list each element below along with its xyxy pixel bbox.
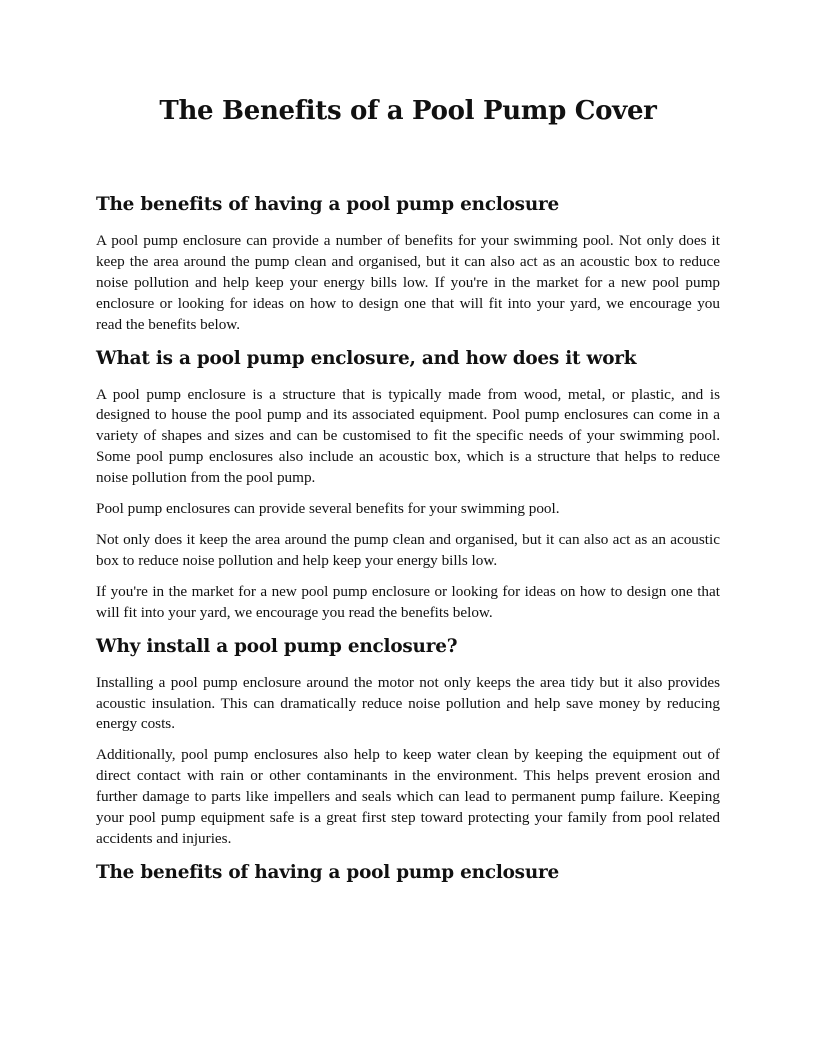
section-heading-what-is: What is a pool pump enclosure, and how does it work: [96, 347, 637, 369]
paragraph-what-is-4: If you're in the market for a new pool pump enclosure or looking for ideas on how to design one that will fit into your yard, we encourage you read the benefits below.: [96, 582, 720, 621]
section-heading-why-install: Why install a pool pump enclosure?: [96, 635, 458, 657]
document-title: The Benefits of a Pool Pump Cover: [159, 96, 657, 126]
paragraph-what-is-3: Not only does it keep the area around the pump clean and organised, but it can also act as an acoustic box to reduce noise pollution and help keep your energy bills low.: [96, 530, 720, 569]
paragraph-what-is-1: A pool pump enclosure is a structure that is typically made from wood, metal, or plastic, and is designed to house the pool pump and its associated equipment. Pool pump enclosures can come in a variety of shapes and sizes and can be customised to fit the specific needs of your swimming pool. Some pool pump enclosures also include an acoustic box, which is a structure that helps to reduce noise pollution from the pool pump.: [96, 385, 720, 487]
paragraph-what-is-2: Pool pump enclosures can provide several benefits for your swimming pool.: [96, 500, 560, 518]
paragraph-intro: A pool pump enclosure can provide a number of benefits for your swimming pool. Not only does it keep the area around the pump clean and organised, but it can also act as an acoustic box to reduce noise pollution and help keep your energy bills low. If you're in the market for a new pool pump enclosure or looking for ideas on how to design one that will fit into your yard, we encourage you read the benefits below.: [96, 232, 720, 333]
section-heading-benefits: The benefits of having a pool pump enclosure: [96, 194, 559, 215]
paragraph-why-install-2: Additionally, pool pump enclosures also help to keep water clean by keeping the equipment out of direct contact with rain or other contaminants in the environment. This helps prevent erosion and further damage to parts like impellers and seals which can lead to permanent pump failure. Keeping your pool pump equipment safe is a great first step toward protecting your family from pool related accidents and injuries.: [96, 746, 720, 847]
document-page: [96, 88, 720, 899]
section-heading-benefits-repeat: The benefits of having a pool pump enclosure: [96, 861, 559, 883]
paragraph-why-install-1: Installing a pool pump enclosure around the motor not only keeps the area tidy but it also provides acoustic insulation. This can dramatically reduce noise pollution and help save money by reducing energy costs.: [96, 673, 720, 733]
